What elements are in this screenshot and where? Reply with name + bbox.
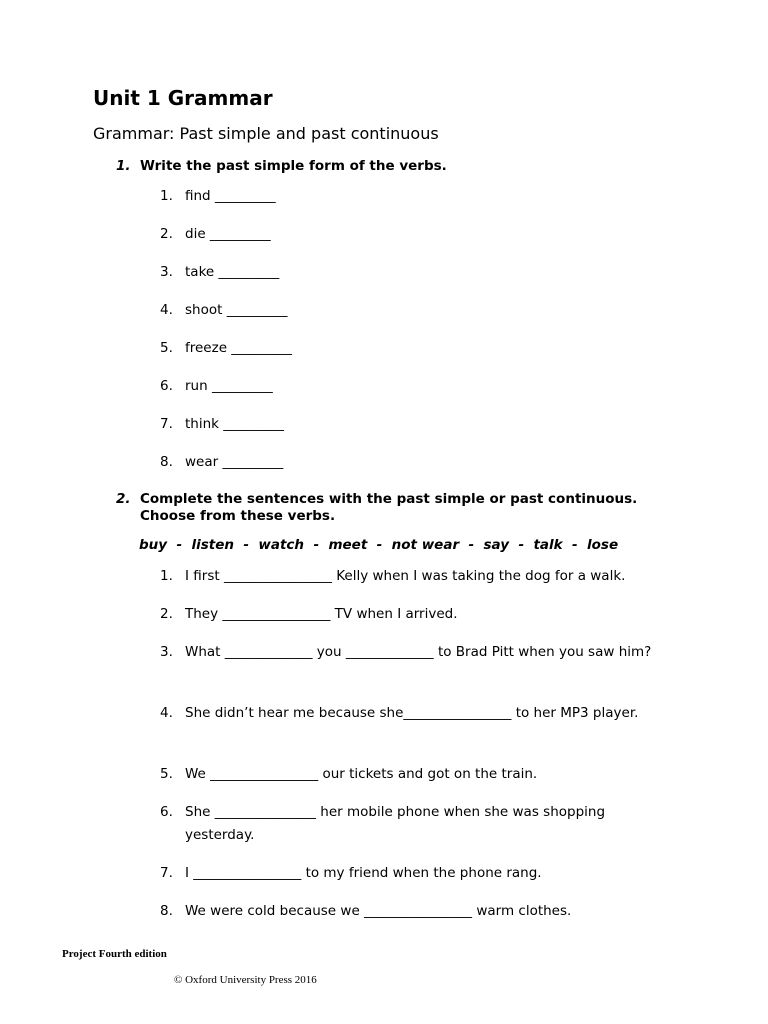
- item-text: She didn’t hear me because she________________ to her MP3 player.: [185, 705, 639, 721]
- item-number: 6.: [160, 804, 173, 820]
- item-number: 1.: [160, 188, 173, 204]
- item-number: 3.: [160, 264, 173, 280]
- item-number: 7.: [160, 416, 173, 432]
- exercise-1-instruction: Write the past simple form of the verbs.: [140, 158, 447, 174]
- item-text: We ________________ our tickets and got on the train.: [185, 766, 538, 782]
- footer-copyright: © Oxford University Press 2016: [174, 974, 317, 986]
- item-text: shoot _________: [185, 302, 288, 318]
- exercise-2-instruction-line1: Complete the sentences with the past simple or past continuous.: [140, 491, 638, 507]
- item-number: 1.: [160, 568, 173, 584]
- item-text: She _______________ her mobile phone when she was shopping yesterday.: [185, 804, 606, 843]
- exercise-2-number: 2.: [116, 491, 131, 507]
- item-text: What _____________ you _____________ to Brad Pitt when you saw him?: [185, 644, 652, 660]
- item-number: 2.: [160, 606, 173, 622]
- exercise-1-number: 1.: [116, 158, 131, 174]
- item-number: 3.: [160, 644, 173, 660]
- item-number: 7.: [160, 865, 173, 881]
- exercise-2-instruction-line2: Choose from these verbs.: [140, 508, 336, 524]
- item-text: find _________: [185, 188, 276, 204]
- verb-bank: buy - listen - watch - meet - not wear - say - talk - lose: [139, 537, 619, 553]
- item-text: wear _________: [185, 454, 284, 470]
- item-text: run _________: [185, 378, 273, 394]
- item-text: think _________: [185, 416, 285, 432]
- item-text: take _________: [185, 264, 280, 280]
- item-text: I ________________ to my friend when the phone rang.: [185, 865, 542, 881]
- footer-edition: Project Fourth edition: [62, 948, 167, 960]
- item-number: 5.: [160, 766, 173, 782]
- item-number: 6.: [160, 378, 173, 394]
- item-text: freeze _________: [185, 340, 293, 356]
- item-number: 8.: [160, 903, 173, 919]
- exercise-2-instruction: [140, 491, 700, 525]
- page-title: Unit 1 Grammar: [93, 86, 273, 110]
- item-number: 5.: [160, 340, 173, 356]
- item-text: We were cold because we ________________ warm clothes.: [185, 903, 572, 919]
- item-number: 4.: [160, 302, 173, 318]
- item-number: 4.: [160, 705, 173, 721]
- item-text: die _________: [185, 226, 271, 242]
- page-subtitle: Grammar: Past simple and past continuous: [93, 124, 439, 143]
- item-number: 2.: [160, 226, 173, 242]
- item-text: They ________________ TV when I arrived.: [185, 606, 458, 622]
- item-text: I first ________________ Kelly when I was taking the dog for a walk.: [185, 568, 626, 584]
- item-number: 8.: [160, 454, 173, 470]
